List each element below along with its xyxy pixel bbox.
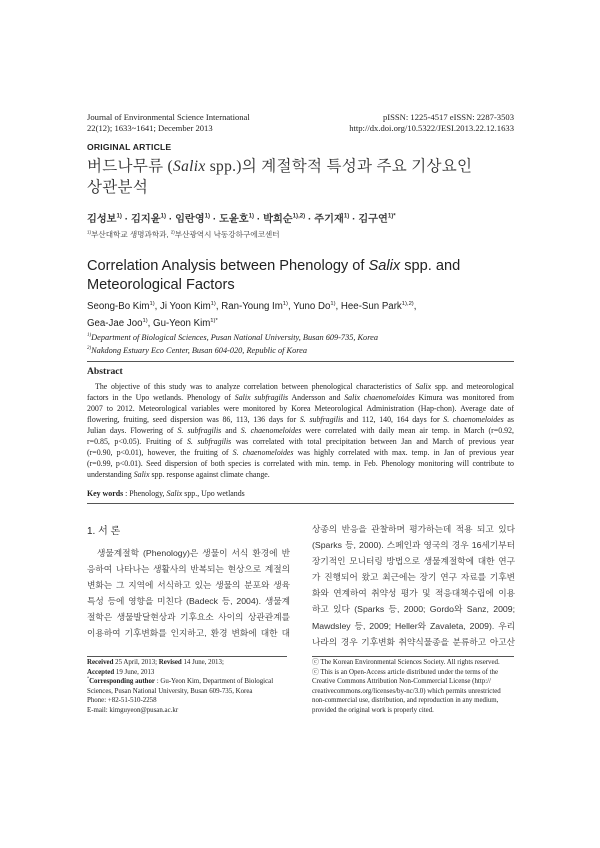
author-name-english: Gu-Yeon Kim (153, 318, 211, 329)
author-name-korean: 김지윤 (131, 214, 161, 225)
footer-left-rule (87, 656, 287, 657)
author-name-korean: 박희순 (263, 214, 293, 225)
paragraph-line: Mawdsley 등, 2009; Heller와 Zavaleta, 2009). 우리 (312, 620, 515, 631)
license-line: non-commercial use, distribution, and reproduction in any medium, (312, 697, 499, 704)
paragraph-line: 변화는 그 지역에 서식하고 있는 생물의 분포와 생육 (87, 580, 290, 591)
paragraph-line: 절학은 생물발달현상과 기후요소 사이의 상관관계를 (87, 612, 290, 623)
paragraph-line: 장기적인 모니터링 방법으로 생물계절학에 대한 연구 (312, 556, 515, 567)
footer-article-info: Received 25 April, 2013; Revised 14 June, 2013; Accepted 19 June, 2013 *Corresponding author : Gu-Yeon Kim, Department of Biological Sciences, Pusan National University, Busan 609-735, Korea Phone: +82-51-510-2258 E-mail: kimguyeon@pusan.ac.kr (87, 658, 297, 715)
license-line: provided the original work is properly cited. (312, 706, 434, 714)
author-name-korean: 임란영 (175, 214, 205, 225)
abstract-line: Julian days. Flowering of S. subfragilis and S. chaenomeloides were correlated with daily mean air temp. in March (r=0.92, (87, 426, 515, 436)
abstract-line: r=0.85, p<0.05). Fruiting of S. subfragilis was correlated with total precipitation between Jan and March of previous year (87, 437, 514, 447)
abstract-line: (r=0.90, p<0.01), however, the fruiting of S. chaenomeloides was highly correlated with max. temp. in Jan of previous year (87, 448, 514, 458)
license-line: creativecommons.org/licenses/by-nc/3.0) which permits unrestricted (312, 687, 501, 695)
abstract-line: The objective of this study was to analyze correlation between phenological characteristics of Salix spp. and meteorological (95, 382, 514, 391)
keywords: Key words : Phenology, Salix spp., Upo wetlands (87, 489, 245, 498)
author-name-english: Seong-Bo Kim (87, 301, 150, 312)
author-name-english: Yuno Do (293, 301, 331, 312)
doi-link[interactable]: http://dx.doi.org/10.5322/JESI.2013.22.12.1633 (349, 123, 514, 133)
paragraph-line: 상종의 반응을 관찰하며 평가하는데 적용 되고 있다 (312, 524, 515, 534)
author-email[interactable]: E-mail: kimguyeon@pusan.ac.kr (87, 706, 179, 714)
abstract-body (87, 381, 514, 480)
journal-info (87, 112, 250, 134)
paragraph-line: (Sparks 등, 2000). 스페인과 영국의 경우 16세기부터 (312, 540, 515, 551)
affiliations-english: $^{1)}$Department of Biological Sciences, Pusan National University, Busan 609-735, Korea $^{2)}$Nakdong Estuary Eco Center, Busan 604-020, Republic of Korea (87, 333, 378, 355)
author-name-english: Gea-Jae Joo (87, 318, 143, 329)
paragraph-line: 생물계절학 (Phenology)은 생물이 서식 환경에 반 (97, 548, 290, 558)
abstract-line: flowering, fruiting, seed dispersion was 86, 113, 136 days for S. subfragilis and 112, 140, 164 days for S. chaenomeloides as (87, 415, 515, 425)
title-korean: 버드나무류 (Salix spp.)의 계절학적 특성과 주요 기상요인 상관분석 (87, 158, 473, 196)
abstract-top-rule (87, 361, 514, 362)
author-name-english: Hee-Sun Park (340, 301, 402, 312)
footer-right-rule (312, 656, 514, 657)
license-line: Creative Commons Attribution Non-Commercial License (http:// (312, 678, 491, 685)
issn: pISSN: 1225-4517 eISSN: 2287-3503 (382, 112, 514, 122)
author-name-english: Ran-Young Im (221, 301, 283, 312)
paragraph-line: 화와 연계하여 취약성 평가 및 적응대책수립에 이용 (312, 588, 515, 599)
abstract-bottom-rule (87, 503, 514, 504)
author-name-korean: 주기재 (314, 214, 344, 225)
paragraph-line: 가 진행되어 왔고 최근에는 장기 연구 자료를 기후변 (312, 572, 515, 583)
right-column-text (312, 521, 515, 650)
abstract-line: understanding Salix spp. response against climate change. (87, 470, 270, 480)
author-name-korean: 김성보 (87, 214, 117, 225)
journal-name: Journal of Environmental Science International (87, 112, 250, 122)
issn-doi (349, 112, 514, 134)
footer-license: ⓒ The Korean Environmental Sciences Society. All rights reserved. ⓒ This is an Open-Access article distributed under the terms of the Creative Commons Attribution Non-Commercial License (http:// creativecommons.org/licenses/by-nc/3.0) which permits unrestricted non-commercial use, distribution, and reproduction in any medium, provided the original work is properly cited. (312, 658, 517, 715)
section-heading: 1. 서 론 (87, 526, 121, 537)
article-type: ORIGINAL ARTICLE (87, 142, 172, 152)
paragraph-line: 특성 등에 영향을 미친다 (Badeck 등, 2004). 생물계 (87, 596, 290, 607)
paragraph-line: 하고 있다 (Sparks 등, 2000; Gordo와 Sanz, 2009; (312, 604, 515, 615)
abstract-line: factors in the Upo wetlands. Phenology of Salix subfragilis Andersson and Salix chaenomeloides Kimura was monitored from (87, 393, 514, 403)
authors-korean: 김성보$^{1)}$ · 김지윤$^{1)}$ · 임란영$^{1)}$ · 도윤호$^{1)}$ · 박희순$^{1),2)}$ · 주기재$^{1)}$ · 김구연$^{1)*}$ (87, 212, 396, 225)
left-column-text (87, 545, 290, 642)
authors-english: Seong-Bo Kim$^{1)}$, Ji Yoon Kim$^{1)}$, Ran-Young Im$^{1)}$, Yuno Do$^{1)}$, Hee-Sun Park$^{1),2)}$, Gea-Jae Joo$^{1)}$, Gu-Yeon Kim$^{1)*}$ (87, 300, 417, 329)
paragraph-line: 응하여 나타나는 생활사의 반복되는 현상으로 계절의 (87, 564, 290, 575)
paragraph-line: 나라의 경우 기후변화 취약식물종을 분류하고 아고산 (312, 636, 515, 647)
author-name-korean: 김구연 (358, 214, 388, 225)
abstract-heading: Abstract (87, 366, 123, 377)
affiliations-korean: $^{1)}$부산대학교 생명과학과, $^{2)}$부산광역시 낙동강하구에코센터 (87, 229, 280, 239)
paragraph-line: 이용하여 기후변화를 인지하고, 환경 변화에 대한 대 (87, 628, 290, 639)
journal-volume: 22(12); 1633~1641; December 2013 (87, 123, 213, 133)
license-line: ⓒ This is an Open-Access article distributed under the terms of the (312, 668, 499, 676)
abstract-line: (r=0.99, p<0.01). Seed dispersion of both species is correlated with min. temp. in Feb. Phenology monitoring will contribute to (87, 459, 514, 469)
author-name-english: Ji Yoon Kim (160, 301, 211, 312)
abstract-line: 2007 to 2012. Meteorological variables were monitored by Korea Meteorological Administration (Hap-chon). Average date of (87, 404, 514, 414)
author-name-korean: 도윤호 (219, 214, 249, 225)
title-english: Correlation Analysis between Phenology of Salix spp. and Meteorological Factors (87, 258, 461, 293)
